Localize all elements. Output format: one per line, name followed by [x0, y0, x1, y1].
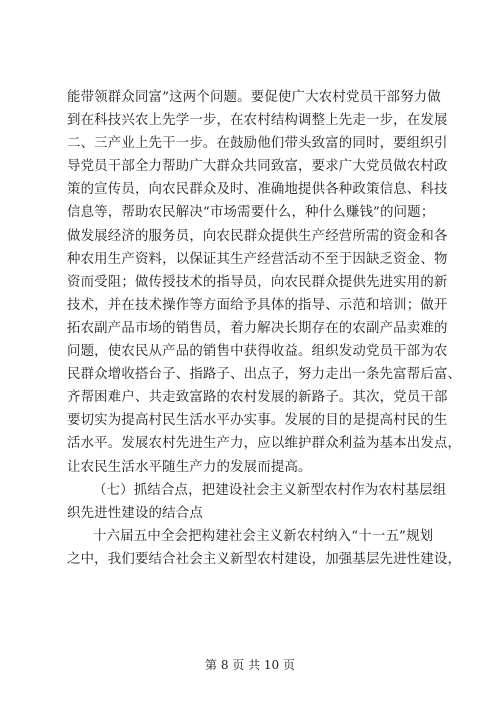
text-line: 民群众增收搭台子、指路子、出点子，努力走出一条先富帮后富、 — [67, 367, 462, 383]
text-line: 导党员干部全力帮助广大群众共同致富，要求广大党员做农村政 — [67, 159, 448, 175]
text-line: 齐帮困难户、共走致富路的农村发展的新路子。其次，党员干部 — [67, 390, 448, 406]
text-line: 种农用生产资料，以保证其生产经营活动不至于因缺乏资金、物 — [67, 251, 448, 267]
text-line: 能带领群众同富”这两个问题。要促使广大农村党员干部努力做 — [67, 90, 441, 105]
text-line: 让农民生活水平随生产力的发展而提高。 — [67, 459, 312, 475]
text-line: 策的宣传员，向农民群众及时、准确地提供各种政策信息、科技 — [67, 182, 448, 198]
text-line: 资而受阻；做传授技术的指导员，向农民群众提供先进实用的新 — [67, 274, 448, 290]
section-heading-line: （七）抓结合点，把建设社会主义新型农村作为农村基层组 — [93, 482, 447, 498]
text-line: 问题，使农民从产品的销售中获得收益。组织发动党员干部为农 — [67, 344, 448, 360]
text-line: 要切实为提高村民生活水平办实事。发展的目的是提高村民的生 — [67, 413, 448, 429]
text-line: 技术，并在技术操作等方面给予具体的指导、示范和培训；做开 — [67, 297, 448, 313]
text-line: 二、三产业上先干一步。在鼓励他们带头致富的同时，要组织引 — [67, 136, 448, 152]
body-text — [67, 86, 462, 571]
text-line: 到在科技兴农上先学一步，在农村结构调整上先走一步，在发展 — [67, 113, 448, 129]
text-line: 之中，我们要结合社会主义新型农村建设，加强基层先进性建设， — [67, 551, 462, 567]
page-number-footer: 第 8 页 共 10 页 — [205, 658, 295, 672]
text-line: 做发展经济的服务员，向农民群众提供生产经营所需的资金和各 — [67, 228, 448, 244]
section-heading-line: 织先进性建设的结合点 — [67, 505, 203, 521]
text-line: 十六届五中全会把构建社会主义新农村纳入“十一五”规划 — [93, 528, 434, 544]
text-line: 拓农副产品市场的销售员，着力解决长期存在的农副产品卖难的 — [67, 320, 448, 336]
text-line: 活水平。发展农村先进生产力，应以维护群众利益为基本出发点， — [67, 436, 462, 452]
text-line: 信息等，帮助农民解决“市场需要什么，种什么赚钱”的问题； — [67, 205, 435, 221]
